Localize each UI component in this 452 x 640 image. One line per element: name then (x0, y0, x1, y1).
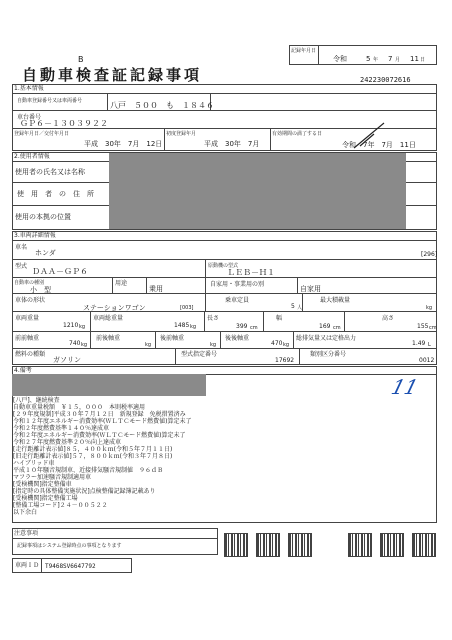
qr-code (288, 533, 312, 557)
fuel-value: ガソリン (53, 356, 81, 364)
engine-label: 原動機の型式 (208, 263, 239, 269)
private-label: 自家用・事業用の別 (210, 281, 265, 288)
weight-label: 車両重量 (15, 315, 40, 322)
section-1-heading: 1.基本情報 (14, 85, 44, 92)
notice-text: 記録事項はシステム登録時点の事項となります (17, 543, 122, 549)
make-label: 車名 (15, 244, 28, 251)
user-base-label: 使用の本拠の位置 (15, 213, 71, 221)
remark-line: 以下余白 (13, 509, 38, 516)
expiry-label: 有効期間の満了する日 (272, 131, 323, 137)
qr-code (380, 533, 404, 557)
model-spec-label: 型式指定番号 (181, 351, 218, 358)
record-date-month: 7 (388, 55, 393, 63)
expiry-value: 令和 7年 7月 11日 (342, 141, 416, 149)
make-code: [296] (421, 251, 438, 258)
form-mark: B (78, 55, 84, 64)
fuel-label: 燃料の種類 (15, 351, 46, 358)
category-value: 0012 (419, 357, 435, 364)
vehicle-id-label: 車両ＩＤ (15, 562, 40, 569)
reg-number-value: 八戸 ５００ も １８４６ (110, 101, 214, 110)
private-value: 自家用 (300, 285, 321, 293)
height-value: 155 (417, 323, 429, 330)
remark-line: 令和２７年度燃費基準２０％向上達成車 (13, 439, 122, 446)
document-number: 242230072616 (360, 76, 411, 84)
remark-line: [２９年度規制]平成３０年７月１２日 新規登録 免税措置済み (13, 411, 186, 418)
model-value: ＤＡＡ－ＧＰ６ (32, 267, 88, 276)
qr-code (412, 533, 436, 557)
remark-line: 自動車重量税額 ￥１５，０００ 本則税率適用 (13, 404, 146, 411)
remark-line: ハイブリッド車 (13, 460, 55, 467)
vehicle-id-value: T9468SV6647792 (45, 563, 96, 570)
record-date-label: 記録年月日 (291, 48, 317, 54)
section-3-heading: 3.車両詳細情報 (14, 232, 56, 239)
first-reg-value: 平成 30年 7月 (204, 140, 260, 148)
length-value: 399 (236, 323, 248, 330)
remark-line: [八戸]、継続検査 (13, 397, 60, 404)
shape-value: ステーションワゴン (83, 304, 146, 312)
rr-axle-label: 後後軸重 (225, 335, 250, 342)
remark-line: [走行距離計表示値]８５，４００ｋｍ(令和５年７月１１日) (13, 446, 173, 453)
remark-line: [指定時の具体整備実施状況]点検整備記録簿記載あり (13, 488, 156, 495)
redacted-remarks (12, 374, 206, 396)
weight-value: 1210 (63, 322, 79, 329)
use-value: 乗用 (149, 285, 163, 293)
displacement-value: 1.49 (412, 340, 426, 347)
model-spec-value: 17692 (275, 357, 295, 364)
qr-code (256, 533, 280, 557)
gross-value: 1485 (174, 322, 190, 329)
capacity-label: 乗車定員 (225, 297, 250, 304)
handwritten-mark: 11 (388, 375, 421, 399)
type-label: 自動車の種別 (14, 280, 45, 286)
qr-code (224, 533, 248, 557)
record-date-day: 11 (410, 55, 419, 63)
remark-line: マフラー加速騒音規制適用車 (13, 474, 92, 481)
reg-date-value: 平成 30年 7月 12日 (84, 140, 163, 148)
shape-code: [003] (180, 305, 194, 311)
gross-label: 車両総重量 (93, 315, 124, 322)
model-label: 型式 (15, 263, 28, 270)
category-label: 類別区分番号 (310, 351, 347, 358)
notice-label: 注意事項 (14, 530, 39, 537)
document-title: 自動車検査証記録事項 (22, 66, 203, 84)
type-value: 小 型 (30, 286, 51, 294)
displacement-label: 総排気量又は定格出力 (296, 335, 357, 342)
reg-number-label: 自動車登録番号又は車両番号 (17, 98, 83, 104)
remark-line: 令和２年度燃費基準１４０％達成車 (13, 425, 110, 432)
chassis-value: ＧＰ６－１３０３９２２ (20, 119, 108, 128)
ff-axle-label: 前前軸重 (15, 335, 40, 342)
notice-box (12, 528, 218, 555)
chassis-label: 車台番号 (17, 114, 42, 121)
height-label: 高さ (382, 315, 395, 322)
remark-line: [旧走行距離計表示値]５７，８００ｋｍ(令和３年７月８日) (13, 453, 173, 460)
rf-axle-label: 後前軸重 (160, 335, 185, 342)
handwritten-strike-mark (350, 120, 390, 152)
user-name-label: 使用者の氏名又は名称 (15, 168, 85, 176)
rr-axle-value: 470 (271, 340, 283, 347)
remark-line: [受検機関]指定整備車 (13, 481, 72, 488)
record-date-era: 令和 (333, 55, 347, 63)
capacity-value: 5 (291, 303, 295, 310)
width-value: 169 (319, 323, 331, 330)
reg-date-label: 登録年月日／交付年月日 (14, 131, 70, 137)
qr-code (348, 533, 372, 557)
ff-axle-value: 740 (69, 340, 81, 347)
shape-label: 車体の形状 (15, 297, 46, 304)
maxload-label: 最大積載量 (320, 297, 351, 304)
length-label: 長さ (207, 315, 220, 322)
remark-line: 令和１２年度エネルギー消費効率(ＷＬＴＣモード燃費値)算定未了 (13, 418, 192, 425)
engine-value: ＬＥＢ－Ｈ１ (227, 268, 275, 277)
width-label: 幅 (276, 315, 283, 322)
user-address-label: 使 用 者 の 住 所 (17, 190, 94, 198)
section-4-heading: 4.備考 (14, 367, 32, 374)
redacted-user-info (109, 153, 406, 229)
first-reg-label: 初度登録年月 (166, 131, 197, 137)
remark-line: 平成１０年騒音規制車、近接排気騒音規制値 ９６ｄＢ (13, 467, 164, 474)
use-label: 用途 (115, 280, 128, 287)
make-value: ホンダ (35, 249, 56, 257)
section-2-heading: 2.使用者情報 (14, 153, 50, 160)
remark-line: [受検機関]指定整備工場 (13, 495, 78, 502)
remark-line: [整備工場コード]２４－００５２２ (13, 502, 108, 509)
fr-axle-label: 前後軸重 (96, 335, 121, 342)
record-date-year: 5 (366, 55, 371, 63)
remark-line: 令和２年度エネルギー消費効率(ＷＬＴＣモード燃費値)算定未了 (13, 432, 186, 439)
